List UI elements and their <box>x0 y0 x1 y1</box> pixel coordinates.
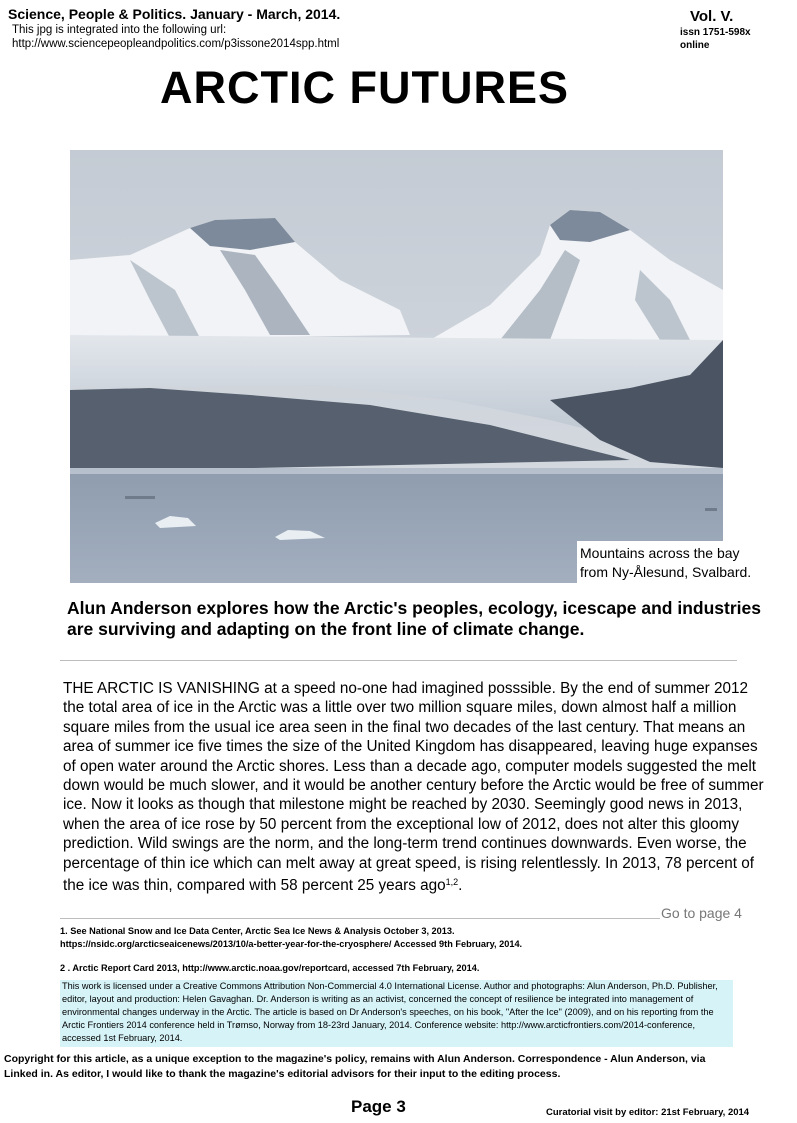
divider-top <box>60 660 737 661</box>
copyright-notice: Copyright for this article, as a unique exception to the magazine's policy, remains with Alun Anderson. Correspondence - Alun Anderson, via Linked in. As editor, I would like to thank the magazine's editorial advisors for their input to the editing process. <box>4 1053 706 1080</box>
photo-caption <box>577 541 791 583</box>
url-note <box>12 23 339 51</box>
go-to-page-link[interactable]: Go to page 4 <box>661 905 742 921</box>
online-label: online <box>680 40 710 51</box>
footnote-1 <box>60 925 680 951</box>
publication-title: Science, People & Politics. January - March, 2014. <box>8 6 341 22</box>
license-notice: This work is licensed under a Creative Commons Attribution Non-Commercial 4.0 International License. Author and photographs: Alun Anderson, Ph.D. Publisher, editor, layout and production: Helen Gavaghan. Dr. Anderson is writing as an activist, concerned the concept of resilience be integrated into management of environmental changes underway in the Arctic. The article is based on Dr Anderson's speeches, on his book, "After the Ice" (2009), and on his reporting from the Arctic Frontiers 2014 conference held in Trømso, Norway from 18-23rd January, 2014. Conference website: http://www.arcticfrontiers.com/2014-conference, accessed 1st February, 2014. <box>60 980 733 1047</box>
issn-number: issn 1751-598x <box>680 27 751 38</box>
issn-block <box>680 26 751 52</box>
article-body-text: THE ARCTIC IS VANISHING at a speed no-one had imagined posssible. By the end of summer 2012 the total area of ice in the Arctic was a little over two million square miles, down almost half a million square miles from the usual ice area seen in the final two decades of the last century. That means an area of summer ice five times the size of the United Kingdom has disappeared, leaving huge expanses of open water around the Arctic shores. Less than a decade ago, computer models suggested the melt down would be much slower, and it would be another century before the Arctic would be free of summer ice. Now it looks as though that milestone might be reached by 2030. Seemingly good news in 2013, when the area of ice rose by 50 percent from the exceptional low of 2012, does not alter this gloomy prediction. Wild swings are the norm, and the long-term trend continues downwards. Even worse, the percentage of thin ice which can melt away at great speed, is rising relentlessly. In 2013, 78 percent of the ice was thin, compared with 58 percent 25 years ago <box>63 680 764 895</box>
footnote-reference[interactable]: 1,2 <box>445 877 459 888</box>
standfirst: Alun Anderson explores how the Arctic's peoples, ecology, icescape and industries are surviving and adapting on the front line of climate change. <box>67 598 761 639</box>
footnote-1-link[interactable]: https://nsidc.org/arcticseaicenews/2013/10/a-better-year-for-the-cryosphere/ Accessed 9th February, 2014. <box>60 939 523 949</box>
page-title: ARCTIC FUTURES <box>160 62 569 113</box>
arctic-photo <box>70 150 723 583</box>
svalbard-landscape-image <box>70 150 723 583</box>
url-note-link[interactable]: http://www.sciencepeopleandpolitics.com/p3issone2014spp.html <box>12 38 340 50</box>
page-number: Page 3 <box>351 1097 406 1116</box>
footnote-2: 2 . Arctic Report Card 2013, http://www.arctic.noaa.gov/reportcard, accessed 7th February, 2014. <box>60 963 480 973</box>
url-note-line1: This jpg is integrated into the following url: <box>12 24 227 36</box>
curatorial-note: Curatorial visit by editor: 21st February, 2014 <box>546 1107 750 1118</box>
article-body <box>63 679 767 900</box>
caption-line2: from Ny-Ålesund, Svalbard. <box>580 564 752 580</box>
caption-line1: Mountains across the bay <box>580 545 740 561</box>
volume-label: Vol. V. <box>690 8 734 25</box>
footnote-1-text: 1. See National Snow and Ice Data Center, Arctic Sea Ice News & Analysis October 3, 2013. <box>60 926 455 936</box>
divider-footnotes <box>60 918 660 919</box>
article-body-end: . <box>458 877 463 895</box>
